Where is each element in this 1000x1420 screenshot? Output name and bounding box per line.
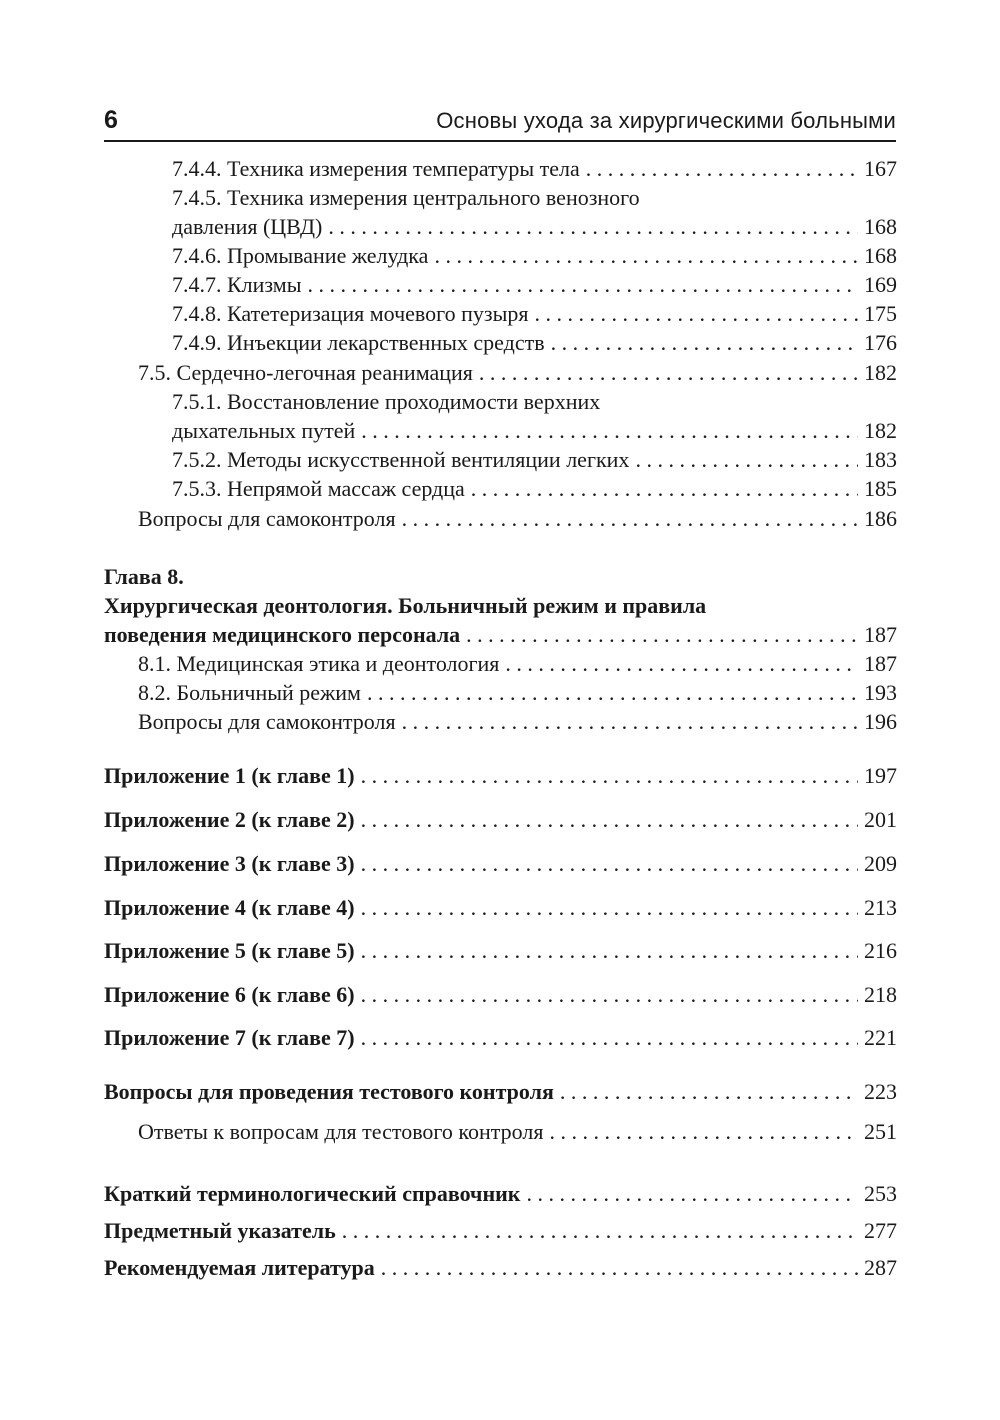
toc-leader-dots bbox=[586, 154, 858, 184]
toc-leader-dots bbox=[402, 504, 858, 534]
chapter-8-title-line1: Хирургическая деонтология. Больничный режим и правила bbox=[104, 593, 707, 618]
toc-entry-7-4-4[interactable] bbox=[172, 154, 897, 184]
toc-entry-label: Ответы к вопросам для тестового контроля bbox=[138, 1119, 544, 1144]
toc-entry-7-5-1-line1: 7.5.1. Восстановление проходимости верхних bbox=[172, 389, 601, 414]
toc-leader-dots bbox=[361, 936, 858, 966]
toc-entry-page: 187 bbox=[864, 622, 897, 647]
toc-entry-page: 175 bbox=[864, 301, 897, 326]
toc-entry-page: 221 bbox=[864, 1025, 897, 1050]
toc-entry-literature[interactable] bbox=[104, 1253, 897, 1283]
toc-entry-7-4-5-line1: 7.4.5. Техника измерения центрального венозного bbox=[172, 185, 640, 210]
toc-entry-label: Приложение 7 (к главе 7) bbox=[104, 1025, 355, 1050]
toc-entry-page: 216 bbox=[864, 938, 897, 963]
toc-entry-label: Вопросы для проведения тестового контроля bbox=[104, 1079, 554, 1104]
toc-leader-dots bbox=[381, 1253, 858, 1283]
toc-entry-page: 186 bbox=[864, 506, 897, 531]
toc-entry-subject-index[interactable] bbox=[104, 1216, 897, 1246]
toc-leader-dots bbox=[361, 416, 858, 446]
toc-entry-page: 185 bbox=[864, 476, 897, 501]
toc-entry-page: 287 bbox=[864, 1255, 897, 1280]
toc-leader-dots bbox=[466, 620, 858, 650]
toc-leader-dots bbox=[361, 1023, 858, 1053]
toc-entry-label: 7.4.9. Инъекции лекарственных средств bbox=[172, 330, 545, 355]
toc-entry-page: 168 bbox=[864, 214, 897, 239]
toc-entry-page: 213 bbox=[864, 895, 897, 920]
toc-entry-appendix-6[interactable] bbox=[104, 980, 897, 1010]
toc-entry-page: 183 bbox=[864, 447, 897, 472]
toc-entry-label: Приложение 5 (к главе 5) bbox=[104, 938, 355, 963]
toc-entry-appendix-2[interactable] bbox=[104, 805, 897, 835]
toc-entry-page: 251 bbox=[864, 1119, 897, 1144]
toc-entry-page: 223 bbox=[864, 1079, 897, 1104]
toc-entry-label: 7.4.4. Техника измерения температуры тела bbox=[172, 156, 580, 181]
toc-leader-dots bbox=[535, 299, 859, 329]
toc-leader-dots bbox=[342, 1216, 858, 1246]
toc-leader-dots bbox=[471, 474, 858, 504]
toc-entry-8-1[interactable] bbox=[138, 649, 897, 679]
toc-entry-label: поведения медицинского персонала bbox=[104, 622, 461, 647]
toc-entry-label: 7.4.6. Промывание желудка bbox=[172, 243, 429, 268]
toc-leader-dots bbox=[361, 761, 858, 791]
toc-leader-dots bbox=[551, 328, 858, 358]
toc-entry-label: Приложение 6 (к главе 6) bbox=[104, 982, 355, 1007]
toc-leader-dots bbox=[367, 678, 858, 708]
toc-entry-label: Рекомендуемая литература bbox=[104, 1255, 375, 1280]
toc-entry-page: 182 bbox=[864, 360, 897, 385]
toc-entry-page: 182 bbox=[864, 418, 897, 443]
toc-entry-test-questions[interactable] bbox=[104, 1077, 897, 1107]
toc-entry-8-2[interactable] bbox=[138, 678, 897, 708]
toc-entry-label: Вопросы для самоконтроля bbox=[138, 506, 396, 531]
toc-leader-dots bbox=[505, 649, 858, 679]
toc-entry-page: 193 bbox=[864, 680, 897, 705]
running-title: Основы ухода за хирургическими больными bbox=[436, 108, 896, 133]
toc-leader-dots bbox=[549, 1117, 858, 1147]
toc-entry-label: Приложение 1 (к главе 1) bbox=[104, 763, 355, 788]
toc-entry-page: 218 bbox=[864, 982, 897, 1007]
toc-entry-page: 201 bbox=[864, 807, 897, 832]
toc-entry-label: Краткий терминологический справочник bbox=[104, 1181, 521, 1206]
toc-leader-dots bbox=[361, 893, 858, 923]
toc-entry-label: 7.5.2. Методы искусственной вентиляции легких bbox=[172, 447, 630, 472]
toc-entry-page: 176 bbox=[864, 330, 897, 355]
toc-leader-dots bbox=[434, 241, 858, 271]
toc-entry-label: Приложение 3 (к главе 3) bbox=[104, 851, 355, 876]
toc-entry-appendix-7[interactable] bbox=[104, 1023, 897, 1053]
toc-entry-7-4-8[interactable] bbox=[172, 299, 897, 329]
toc-entry-page: 209 bbox=[864, 851, 897, 876]
toc-entry-label: 7.4.8. Катетеризация мочевого пузыря bbox=[172, 301, 529, 326]
toc-entry-label: 8.2. Больничный режим bbox=[138, 680, 361, 705]
toc-entry-7-5-1[interactable] bbox=[172, 416, 897, 446]
toc-entry-page: 169 bbox=[864, 272, 897, 297]
toc-leader-dots bbox=[635, 445, 858, 475]
toc-entry-label: Приложение 2 (к главе 2) bbox=[104, 807, 355, 832]
toc-leader-dots bbox=[560, 1077, 858, 1107]
toc-entry-label: 8.1. Медицинская этика и деонтология bbox=[138, 651, 500, 676]
toc-entry-label: Предметный указатель bbox=[104, 1218, 336, 1243]
toc-entry-page: 253 bbox=[864, 1181, 897, 1206]
toc-leader-dots bbox=[527, 1179, 859, 1209]
toc-entry-glossary[interactable] bbox=[104, 1179, 897, 1209]
toc-entry-test-answers[interactable] bbox=[138, 1117, 897, 1147]
toc-leader-dots bbox=[479, 358, 858, 388]
toc-leader-dots bbox=[361, 805, 858, 835]
chapter-8-heading: Глава 8. bbox=[104, 564, 184, 589]
toc-entry-appendix-5[interactable] bbox=[104, 936, 897, 966]
toc-leader-dots bbox=[328, 212, 858, 242]
toc-entry-label: Приложение 4 (к главе 4) bbox=[104, 895, 355, 920]
toc-entry-label: дыхательных путей bbox=[172, 418, 356, 443]
toc-entry-label: 7.4.7. Клизмы bbox=[172, 272, 302, 297]
toc-leader-dots bbox=[361, 980, 858, 1010]
toc-entry-7-4-5[interactable] bbox=[172, 212, 897, 242]
page-number: 6 bbox=[104, 106, 118, 134]
toc-entry-label: 7.5. Сердечно-легочная реанимация bbox=[138, 360, 473, 385]
toc-entry-appendix-4[interactable] bbox=[104, 893, 897, 923]
toc-entry-page: 168 bbox=[864, 243, 897, 268]
running-header bbox=[104, 100, 896, 142]
toc-entry-appendix-3[interactable] bbox=[104, 849, 897, 879]
toc-entry-7-4-9[interactable] bbox=[172, 328, 897, 358]
toc-leader-dots bbox=[361, 849, 858, 879]
toc-leader-dots bbox=[402, 707, 858, 737]
toc-entry-7-4-7[interactable] bbox=[172, 270, 897, 300]
toc-entry-page: 187 bbox=[864, 651, 897, 676]
toc-entry-label: Вопросы для самоконтроля bbox=[138, 709, 396, 734]
toc-entry-label: давления (ЦВД) bbox=[172, 214, 323, 239]
toc-entry-page: 197 bbox=[864, 763, 897, 788]
toc-entry-ch8-questions[interactable] bbox=[138, 707, 897, 737]
toc-entry-7-5-2[interactable] bbox=[172, 445, 897, 475]
toc-entry-page: 277 bbox=[864, 1218, 897, 1243]
toc-entry-7-5[interactable] bbox=[138, 358, 897, 388]
toc-entry-7-5-3[interactable] bbox=[172, 474, 897, 504]
toc-entry-appendix-1[interactable] bbox=[104, 761, 897, 791]
toc-entry-page: 196 bbox=[864, 709, 897, 734]
toc-entry-chapter-8[interactable] bbox=[104, 620, 897, 650]
toc-entry-7-4-6[interactable] bbox=[172, 241, 897, 271]
toc-entry-ch7-questions[interactable] bbox=[138, 504, 897, 534]
toc-leader-dots bbox=[308, 270, 858, 300]
toc-entry-label: 7.5.3. Непрямой массаж сердца bbox=[172, 476, 465, 501]
toc-entry-page: 167 bbox=[864, 156, 897, 181]
